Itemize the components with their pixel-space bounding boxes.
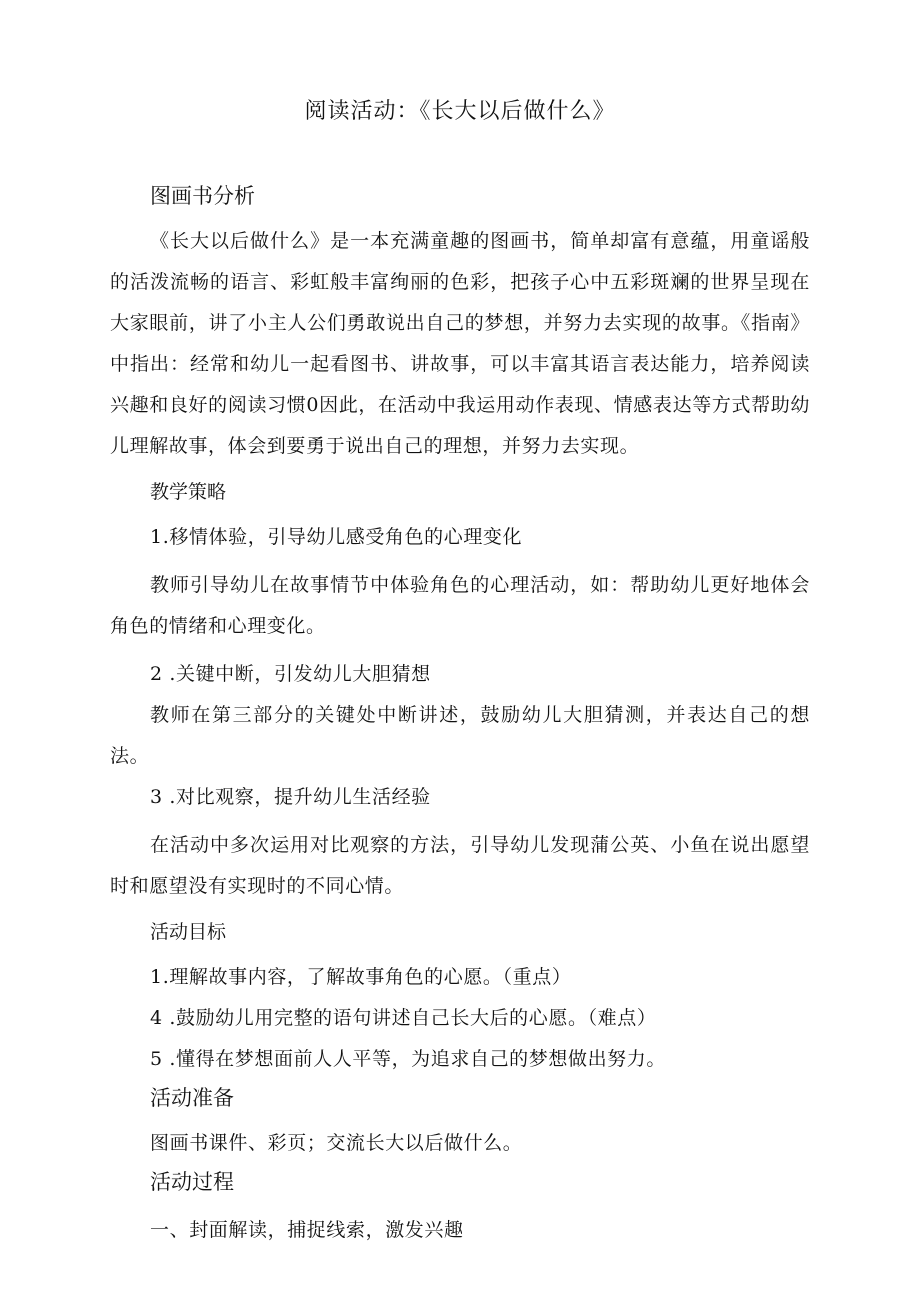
document-body — [110, 178, 810, 1251]
process-step-1: 一、封面解读，捕捉线索，激发兴趣 — [150, 1219, 464, 1241]
section-heading-analysis: 图画书分析 — [150, 184, 255, 208]
goal-item-2: 4 .鼓励幼儿用完整的语句讲述自己长大后的心愿。（难点） — [150, 1007, 657, 1029]
strategy-item-3-title: 3 .对比观察，提升幼儿生活经验 — [150, 786, 431, 808]
section-heading-preparation: 活动准备 — [150, 1086, 234, 1110]
strategy-item-1-title: 1.移情体验，引导幼儿感受角色的心理变化 — [150, 526, 523, 548]
strategy-item-3-body: 在活动中多次运用对比观察的方法，引导幼儿发现蒲公英、小鱼在说出愿望时和愿望没有实现时的不同心情。 — [110, 834, 810, 897]
section-heading-goals: 活动目标 — [150, 921, 227, 943]
document-title: 阅读活动：《长大以后做什么》 — [304, 99, 616, 124]
strategy-item-2-title: 2 .关键中断，引发幼儿大胆猜想 — [150, 663, 431, 685]
strategy-item-2-body: 教师在第三部分的关键处中断讲述，鼓励幼儿大胆猜测，并表达自己的想法。 — [110, 704, 810, 767]
goal-item-3: 5 .懂得在梦想面前人人平等，为追求自己的梦想做出努力。 — [150, 1048, 666, 1070]
strategy-item-1-body: 教师引导幼儿在故事情节中体验角色的心理活动，如：帮助幼儿更好地体会角色的情绪和心理变化。 — [110, 574, 810, 637]
preparation-body: 图画书课件、彩页；交流长大以后做什么。 — [150, 1132, 523, 1154]
paragraph-analysis: 《长大以后做什么》是一本充满童趣的图画书，简单却富有意蕴，用童谣般的活泼流畅的语言、彩虹般丰富绚丽的色彩，把孩子心中五彩斑斓的世界呈现在大家眼前，讲了小主人公们勇敢说出自己的梦想，并努力去实现的故事。《指南》中指出：经常和幼儿一起看图书、讲故事，可以丰富其语言表达能力，培养阅读兴趣和良好的阅读习惯0因此，在活动中我运用动作表现、情感表达等方式帮助幼儿理解故事，体会到要勇于说出自己的理想，并努力去实现。 — [110, 230, 810, 457]
section-heading-strategy: 教学策略 — [150, 481, 227, 503]
section-heading-process: 活动过程 — [150, 1170, 234, 1194]
goal-item-1: 1.理解故事内容，了解故事角色的心愿。（重点） — [150, 966, 572, 988]
